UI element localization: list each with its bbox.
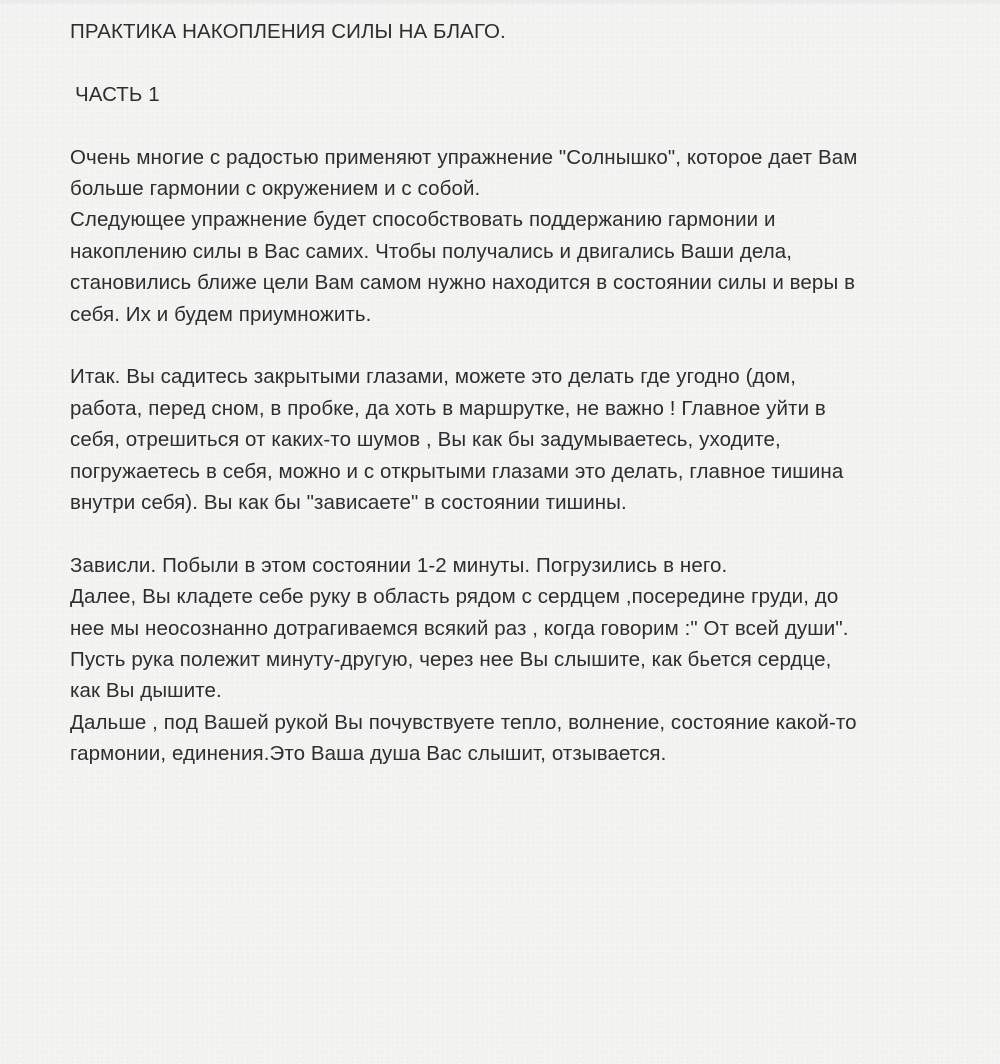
note-title: ПРАКТИКА НАКОПЛЕНИЯ СИЛЫ НА БЛАГО. xyxy=(70,20,506,43)
blank-line xyxy=(70,518,950,549)
text-line: гармонии, единения.Это Ваша душа Вас слышит, отзывается. xyxy=(70,742,667,766)
text-line: Пусть рука полежит минуту-другую, через нее Вы слышите, как бьется сердце, xyxy=(70,648,832,672)
text-line: Следующее упражнение будет способствовать поддержанию гармонии и xyxy=(70,208,776,232)
blank-line xyxy=(70,330,950,361)
text-line: работа, перед сном, в пробке, да хоть в маршрутке, не важно ! Главное уйти в xyxy=(70,396,826,420)
note-part-heading: ЧАСТЬ 1 xyxy=(75,82,160,106)
note-body[interactable] xyxy=(70,16,950,770)
text-line: себя, отрешиться от каких-то шумов , Вы как бы задумываетесь, уходите, xyxy=(70,428,781,452)
text-line: себя. Их и будем приумножить. xyxy=(70,302,372,326)
text-line: Дальше , под Вашей рукой Вы почувствуете тепло, волнение, состояние какой-то xyxy=(70,710,857,734)
text-line: Далее, Вы кладете себе руку в область рядом с сердцем ,посередине груди, до xyxy=(70,585,839,609)
text-line: как Вы дышите. xyxy=(70,679,222,703)
text-line: внутри себя). Вы как бы "зависаете" в состоянии тишины. xyxy=(70,491,627,515)
blank-line xyxy=(70,110,950,141)
blank-line xyxy=(70,47,950,78)
text-line: Итак. Вы садитесь закрытыми глазами, можете это делать где угодно (дом, xyxy=(70,365,797,389)
text-line: Очень многие с радостью применяют упражнение "Солнышко", которое дает Вам xyxy=(70,145,858,169)
text-line: больше гармонии с окружением и с собой. xyxy=(70,177,481,200)
text-line: Зависли. Побыли в этом состоянии 1-2 минуты. Погрузились в него. xyxy=(70,553,728,577)
text-line: накоплению силы в Вас самих. Чтобы получались и двигались Ваши дела, xyxy=(70,239,793,263)
text-line: становились ближе цели Вам самом нужно находится в состоянии силы и веры в xyxy=(70,271,856,295)
text-line: нее мы неосознанно дотрагиваемся всякий раз , когда говорим :" От всей души". xyxy=(70,616,849,640)
top-edge-shadow xyxy=(0,0,1000,6)
text-line: погружаетесь в себя, можно и с открытыми глазами это делать, главное тишина xyxy=(70,459,844,483)
